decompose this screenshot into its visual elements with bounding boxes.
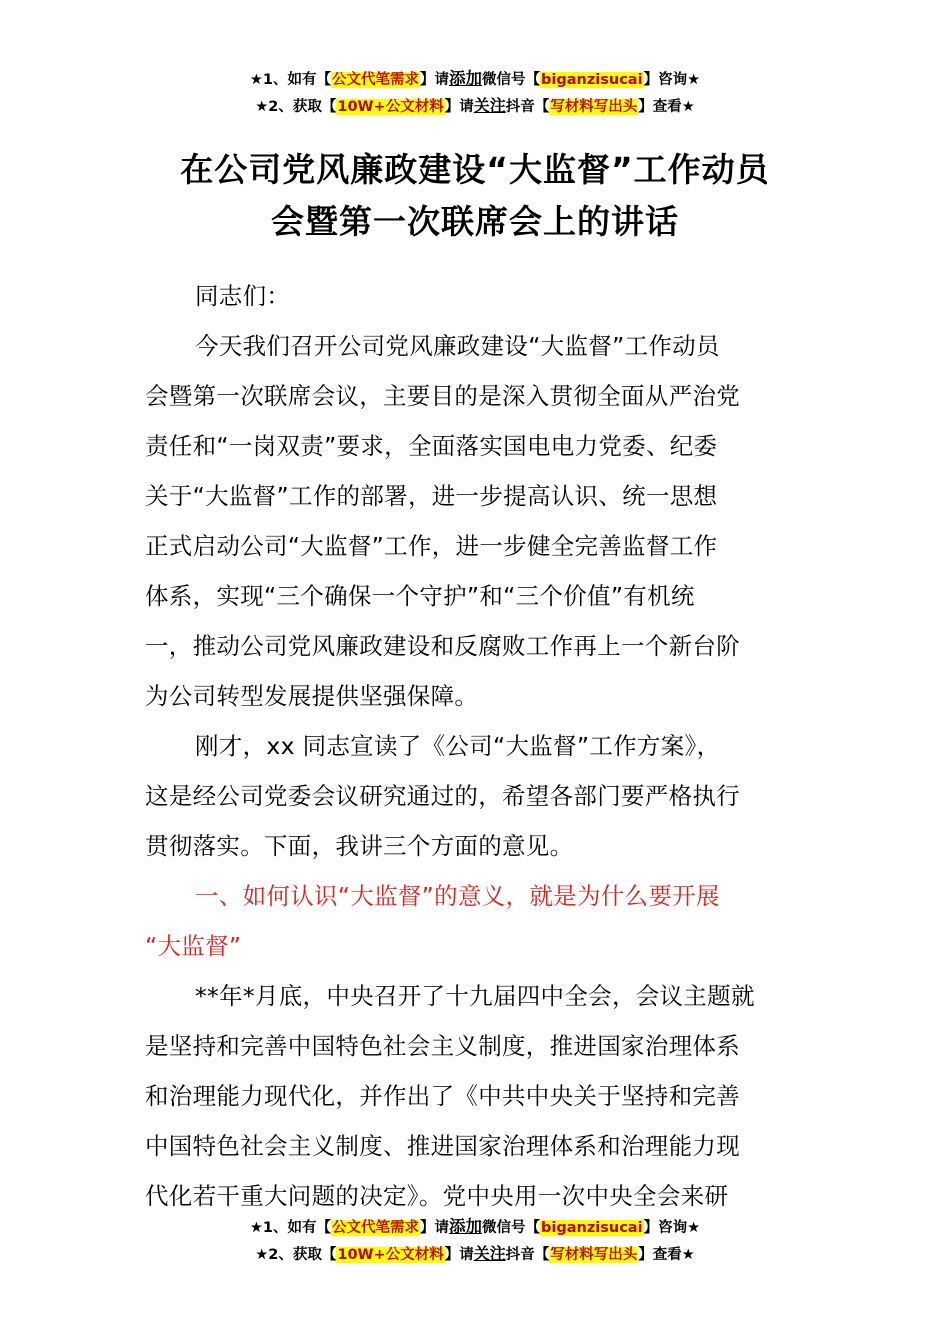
banner-text: 抖音【 — [505, 1247, 550, 1263]
banner-text: ★1、如有【 — [249, 72, 332, 88]
banner-text: 】查看★ — [638, 99, 695, 115]
title-line-2: 会暨第一次联席会上的讲话 — [271, 202, 679, 241]
banner-highlight: 公文代笔需求 — [332, 72, 420, 88]
banner-underline: 关注 — [473, 96, 506, 115]
banner-text: 】查看★ — [638, 1247, 695, 1263]
banner-text: 微信号【 — [482, 1220, 541, 1236]
body-line: 中国特色社会主义制度、推进国家治理体系和治理能力现 — [145, 1132, 740, 1160]
body-line: 代化若干重大问题的决定》。党中央用一次中央全会来研 — [145, 1182, 729, 1210]
banner-text: 】咨询★ — [643, 72, 701, 88]
body-line: 体系，实现“三个确保一个守护”和“三个价值”有机统 — [145, 582, 695, 610]
body-line: 和治理能力现代化，并作出了《中共中央关于坚持和完善 — [145, 1082, 740, 1110]
section-heading-cont: “大监督” — [145, 932, 242, 960]
body-line: 刚才，xx 同志宣读了《公司“大监督”工作方案》， — [195, 732, 721, 760]
banner-text: ★2、获取【 — [255, 1247, 337, 1263]
banner-highlight: 公文代笔需求 — [332, 1220, 420, 1236]
banner-text: 抖音【 — [505, 99, 550, 115]
body-line: 是坚持和完善中国特色社会主义制度，推进国家治理体系 — [145, 1032, 740, 1060]
banner-text: ★2、获取【 — [255, 99, 337, 115]
banner-highlight: 10W+公文材料 — [337, 1247, 444, 1263]
header-banner — [0, 66, 950, 120]
banner-line-1 — [0, 66, 950, 93]
banner-text: 】请 — [420, 1220, 450, 1236]
banner-text: 】请 — [444, 99, 474, 115]
title-line-1: 在公司党风廉政建设“大监督”工作动员 — [180, 150, 770, 189]
body-line: 这是经公司党委会议研究通过的，希望各部门要严格执行 — [145, 782, 740, 810]
banner-underline: 添加 — [449, 1217, 483, 1236]
document-body — [145, 271, 807, 1221]
document-title — [145, 144, 805, 248]
banner-text: 】咨询★ — [643, 1220, 701, 1236]
banner-highlight: biganzisucai — [541, 72, 643, 88]
body-line: 正式启动公司“大监督”工作，进一步健全完善监督工作 — [145, 532, 718, 560]
banner-line-2 — [0, 1241, 950, 1268]
banner-text: 】请 — [420, 72, 450, 88]
body-line: 一，推动公司党风廉政建设和反腐败工作再上一个新台阶 — [145, 632, 740, 660]
body-line: 会暨第一次联席会议，主要目的是深入贯彻全面从严治党 — [145, 382, 740, 410]
body-line: 今天我们召开公司党风廉政建设“大监督”工作动员 — [195, 332, 720, 360]
body-line: **年*月底，中央召开了十九届四中全会，会议主题就 — [195, 982, 755, 1010]
body-line: 贯彻落实。下面，我讲三个方面的意见。 — [145, 832, 574, 860]
banner-underline: 添加 — [449, 69, 483, 88]
body-line: 关于“大监督”工作的部署，进一步提高认识、统一思想 — [145, 482, 718, 510]
banner-text: ★1、如有【 — [249, 1220, 332, 1236]
section-heading: 一、如何认识“大监督”的意义，就是为什么要开展 — [195, 882, 720, 910]
body-line: 为公司转型发展提供坚强保障。 — [145, 682, 479, 710]
banner-highlight: biganzisucai — [541, 1220, 643, 1236]
banner-line-1 — [0, 1214, 950, 1241]
banner-text: 微信号【 — [482, 72, 541, 88]
footer-banner — [0, 1214, 950, 1268]
body-line: 责任和“一岗双责”要求，全面落实国电电力党委、纪委 — [145, 432, 718, 460]
banner-underline: 关注 — [473, 1244, 506, 1263]
banner-text: 】请 — [444, 1247, 474, 1263]
banner-highlight: 写材料写出头 — [550, 99, 638, 115]
banner-highlight: 写材料写出头 — [550, 1247, 638, 1263]
salutation: 同志们： — [195, 282, 291, 310]
banner-line-2 — [0, 93, 950, 120]
banner-highlight: 10W+公文材料 — [337, 99, 444, 115]
